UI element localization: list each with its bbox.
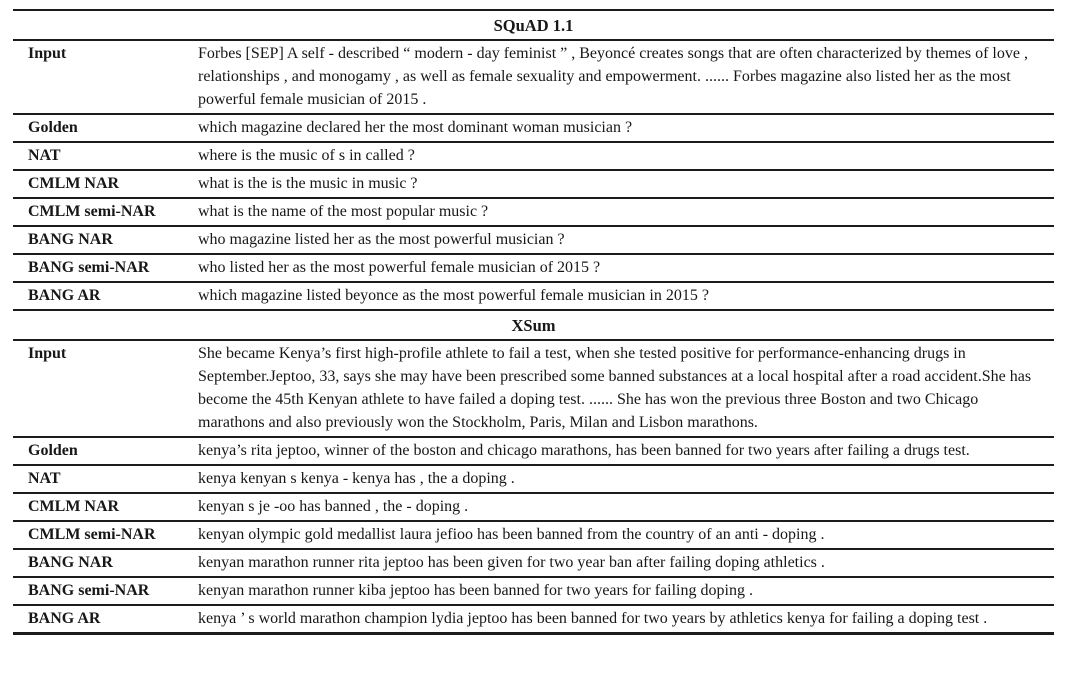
row-text: who listed her as the most powerful female musician of 2015 ?: [198, 259, 601, 276]
row-text: kenyan marathon runner kiba jeptoo has been banned for two years for failing doping .: [198, 582, 753, 599]
row-text: kenya ’ s world marathon champion lydia jeptoo has been banned for two years by athletics kenya for failing a doping test .: [198, 610, 988, 627]
table-row: [13, 606, 1054, 632]
table-row: [13, 283, 1054, 311]
row-label: BANG semi-NAR: [28, 259, 150, 276]
table-row: [13, 341, 1054, 438]
table-row: [13, 494, 1054, 522]
row-label: CMLM NAR: [28, 175, 120, 192]
row-label: BANG semi-NAR: [28, 582, 150, 599]
table-row: [13, 255, 1054, 283]
row-text: Forbes [SEP] A self - described “ modern - day feminist ” , Beyoncé creates songs that are often characterized by themes of love , relationships , and monogamy , as well as female sexuality and empowerment. ...... Forbes magazine also listed her as the most powerful female musician of 2015 .: [198, 45, 1028, 108]
section-rows: [13, 341, 1054, 632]
table-row: [13, 41, 1054, 115]
row-text: kenya kenyan s kenya - kenya has , the a doping .: [198, 470, 515, 487]
row-label: Input: [28, 45, 67, 62]
row-text: kenyan olympic gold medallist laura jefioo has been banned from the country of an anti - doping .: [198, 526, 825, 543]
table-row: [13, 143, 1054, 171]
row-label: Golden: [28, 119, 78, 136]
table-row: [13, 578, 1054, 606]
row-text: kenyan marathon runner rita jeptoo has been given for two year ban after failing doping athletics .: [198, 554, 825, 571]
section-rows: [13, 41, 1054, 311]
row-label: BANG NAR: [28, 231, 113, 248]
row-text: what is the is the music in music ?: [198, 175, 418, 192]
row-label: CMLM NAR: [28, 498, 120, 515]
row-text: kenyan s je -oo has banned , the - doping .: [198, 498, 469, 515]
table-row: [13, 550, 1054, 578]
row-text: which magazine declared her the most dominant woman musician ?: [198, 119, 633, 136]
table-row: [13, 466, 1054, 494]
table-section: [13, 311, 1054, 632]
section-header-row: [13, 311, 1054, 341]
row-label: BANG NAR: [28, 554, 113, 571]
row-text: kenya’s rita jeptoo, winner of the boston and chicago marathons, has been banned for two years after failing a drugs test.: [198, 442, 970, 459]
row-text: where is the music of s in called ?: [198, 147, 415, 164]
row-label: CMLM semi-NAR: [28, 203, 156, 220]
section-header-row: [13, 11, 1054, 41]
row-text: which magazine listed beyonce as the most powerful female musician in 2015 ?: [198, 287, 709, 304]
row-label: BANG AR: [28, 287, 101, 304]
table-row: [13, 115, 1054, 143]
section-title: XSum: [511, 316, 556, 335]
row-label: BANG AR: [28, 610, 101, 627]
row-label: NAT: [28, 147, 61, 164]
table-row: [13, 199, 1054, 227]
row-text: who magazine listed her as the most powerful musician ?: [198, 231, 565, 248]
table-row: [13, 438, 1054, 466]
row-label: NAT: [28, 470, 61, 487]
row-label: CMLM semi-NAR: [28, 526, 156, 543]
row-label: Golden: [28, 442, 78, 459]
table-section: [13, 11, 1054, 311]
row-text: She became Kenya’s first high-profile athlete to fail a test, when she tested positive for performance-enhancing drugs in September.Jeptoo, 33, says she may have been prescribed some banned substances at a local hospital after a road accident.She has become the 45th Kenyan athlete to have failed a doping test. ...... She has won the previous three Boston and two Chicago marathons and also previously won the Stockholm, Paris, Milan and Lisbon marathons.: [198, 345, 1032, 431]
section-title: SQuAD 1.1: [493, 16, 574, 35]
row-text: what is the name of the most popular music ?: [198, 203, 489, 220]
table-row: [13, 171, 1054, 199]
table-row: [13, 227, 1054, 255]
row-label: Input: [28, 345, 67, 362]
table-row: [13, 522, 1054, 550]
results-comparison-table: [13, 9, 1054, 635]
